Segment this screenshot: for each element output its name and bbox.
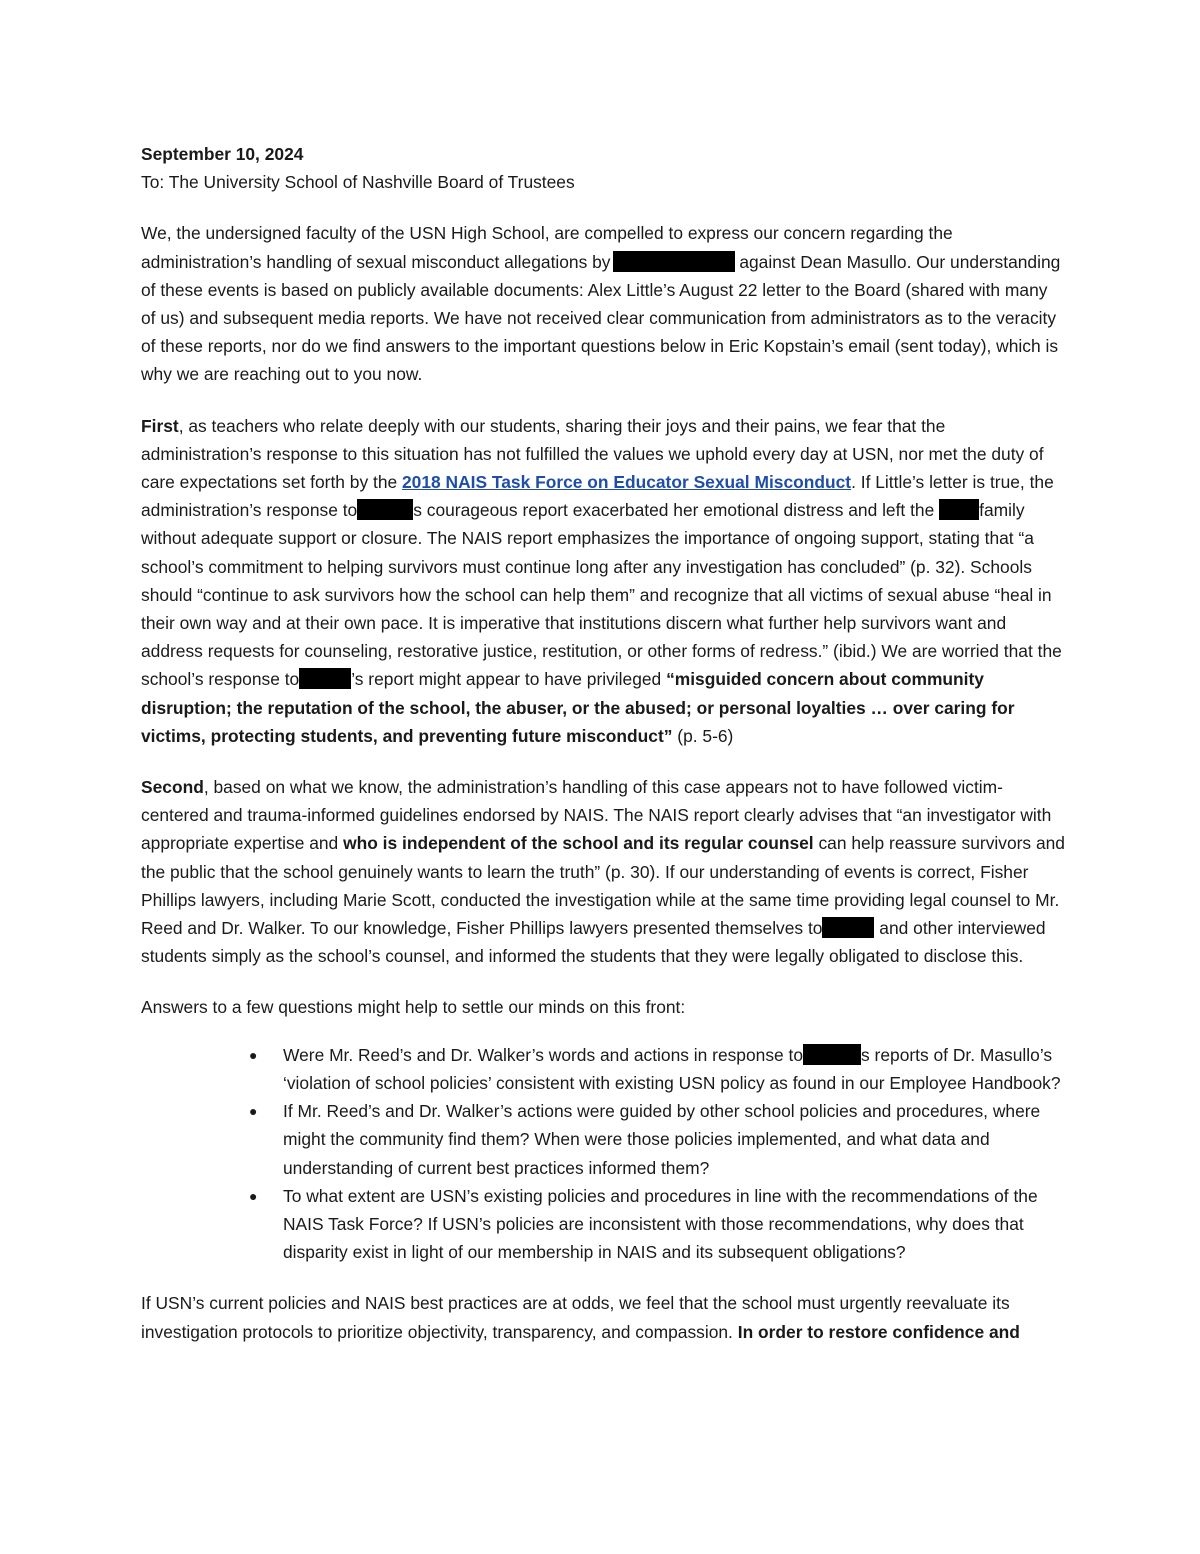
letter-recipient: To: The University School of Nashville Board of Trustees bbox=[141, 172, 575, 193]
redaction-box bbox=[357, 499, 413, 520]
bullet-icon: ● bbox=[249, 1103, 258, 1120]
independent-counsel-bold: who is independent of the school and its regular counsel bbox=[343, 833, 814, 854]
bullet-icon: ● bbox=[249, 1187, 258, 1204]
questions-intro: Answers to a few questions might help to settle our minds on this front: bbox=[141, 997, 686, 1018]
bullet-icon: ● bbox=[249, 1046, 258, 1063]
nais-quote-bold: “misguided concern about community disruption; the reputation of the school, the abuser, or the abused; or personal loyalties … over caring for victims, protecting students, and preventing future misconduct” bbox=[141, 669, 1015, 746]
first-paragraph: First, as teachers who relate deeply with our students, sharing their joys and their pains, we fear that the administration’s response to this situation has not fulfilled the values we uphold every day at USN, nor met the duty of care expectations set forth by the 2018 NAIS Task Force on Educator Sexual Misconduct. If Little’s letter is true, the administration’s response to s courageous report exacerbated her emotional distress and left the family without adequate support or closure. The NAIS report emphasizes the importance of ongoing support, stating that “a school’s commitment to helping survivors must continue long after any investigation has concluded” (p. 32). Schools should “continue to ask survivors how the school can help them” and recognize that all victims of sexual abuse “heal in their own way and at their own pace. It is imperative that institutions discern what further help survivors want and address requests for counseling, restorative justice, restitution, or other forms of redress.” (ibid.) We are worried that the school’s response to ’s report might appear to have privileged “misguided concern about community disruption; the reputation of the school, the abuser, or the abused; or personal loyalties … over caring for victims, protecting students, and preventing future misconduct” (p. 5-6) bbox=[141, 415, 1062, 746]
letter-date: September 10, 2024 bbox=[141, 144, 304, 164]
redaction-box bbox=[939, 499, 979, 520]
closing-bold: In order to restore confidence and bbox=[737, 1321, 1020, 1342]
redaction-box bbox=[822, 917, 874, 938]
second-paragraph: Second, based on what we know, the administration’s handling of this case appears not to have followed victim-centered and trauma-informed guidelines endorsed by NAIS. The NAIS report clearly advises that “an investigator with appropriate expertise and who is independent of the school and its regular counsel can help reassure survivors and the public that the school genuinely wants to learn the truth” (p. 30). If our understanding of events is correct, Fisher Phillips lawyers, including Marie Scott, conducted the investigation while at the same time providing legal counsel to Mr. Reed and Dr. Walker. To our knowledge, Fisher Phillips lawyers presented themselves to and other interviewed students simply as the school’s counsel, and informed the students that they were legally obligated to disclose this. bbox=[141, 777, 1065, 967]
redaction-box bbox=[803, 1044, 861, 1065]
list-item: ● To what extent are USN’s existing policies and procedures in line with the recommendations of the NAIS Task Force? If USN’s policies are inconsistent with those recommendations, why does that disparity exist in light of our membership in NAIS and its subsequent obligations? bbox=[283, 1182, 1066, 1267]
second-lead: Second bbox=[141, 777, 204, 798]
nais-task-force-link[interactable]: 2018 NAIS Task Force on Educator Sexual Misconduct bbox=[402, 472, 852, 493]
intro-paragraph: We, the undersigned faculty of the USN High School, are compelled to express our concern regarding the administration’s handling of sexual misconduct allegations by against Dean Masullo. Our understanding of these events is based on publicly available documents: Alex Little’s August 22 letter to the Board (shared with many of us) and subsequent media reports. We have not received clear communication from administrators as to the veracity of these reports, nor do we find answers to the important questions below in Eric Kopstain’s email (sent today), which is why we are reaching out to you now. bbox=[141, 223, 1061, 385]
closing-paragraph: If USN’s current policies and NAIS best practices are at odds, we feel that the school must urgently reevaluate its investigation protocols to prioritize objectivity, transparency, and compassion. In order to restore confidence and bbox=[141, 1293, 1020, 1342]
first-lead: First bbox=[141, 415, 179, 436]
list-item: ● If Mr. Reed’s and Dr. Walker’s actions were guided by other school policies and procedures, where might the community find them? When were those policies implemented, and what data and understanding of current best practices informed them? bbox=[283, 1097, 1066, 1182]
redaction-box bbox=[613, 251, 735, 272]
questions-list bbox=[141, 1041, 1066, 1267]
list-item: ● Were Mr. Reed’s and Dr. Walker’s words and actions in response to s reports of Dr. Masullo’s ‘violation of school policies’ consistent with existing USN policy as found in our Employee Handbook? bbox=[283, 1041, 1066, 1097]
redaction-box bbox=[299, 668, 351, 689]
letter-body bbox=[141, 140, 1066, 1346]
